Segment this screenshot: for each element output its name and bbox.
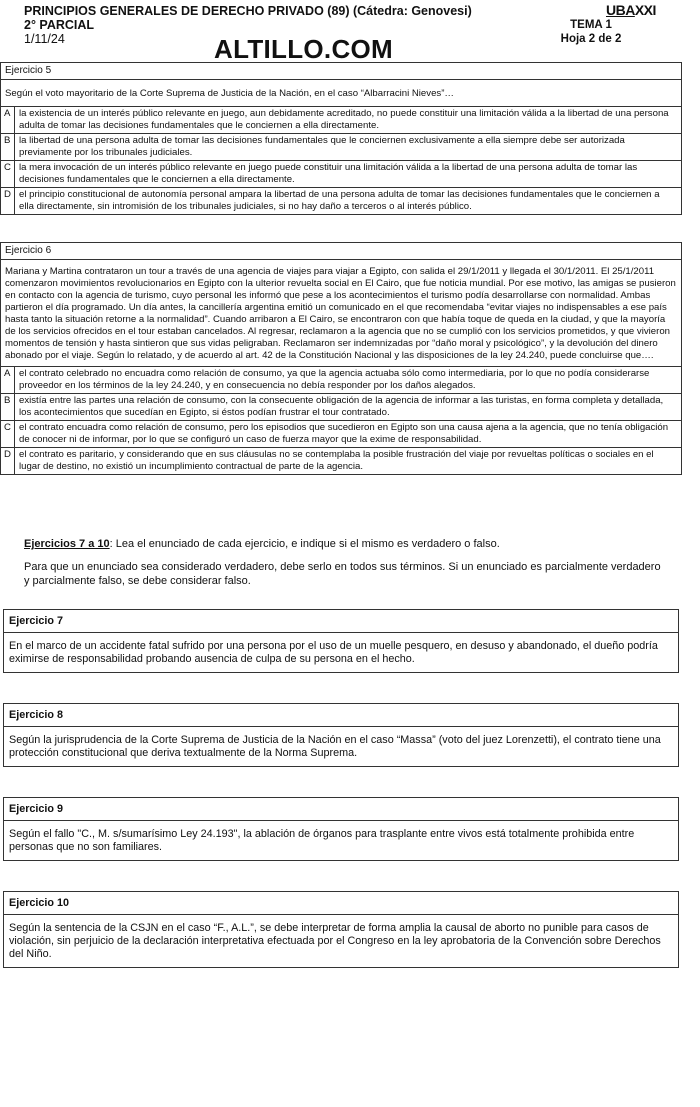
option-letter: B	[1, 134, 15, 161]
option-row[interactable]	[1, 367, 682, 394]
option-row[interactable]	[1, 134, 682, 161]
exercise-title: Ejercicio 9	[4, 798, 678, 821]
option-letter: C	[1, 161, 15, 188]
tema-label: TEMA 1	[570, 19, 612, 31]
option-text: la mera invocación de un interés público relevante en juego puede constituir una limitación válida a la libertad de una persona adulta de tomar las decisiones fundamentales que le conciernen a ella directamente.	[15, 161, 682, 188]
exercise-stem: Mariana y Martina contrataron un tour a través de una agencia de viajes para viajar a Egipto, con salida el 29/1/2011 y llegada el 30/1/2011. El 25/1/2011 comenzaron movimientos revolucionarios en Egipto con la ulterior revuelta social en El Cairo, que fue noticia mundial. Por ese motivo, las amigas se pusieron en contacto con la agencia de turismo, cuyo personal les informó que pese a los acontecimientos el turismo podía desarrollarse con normalidad. Ambas partieron el día programado. Un día antes, la cancillería argentina emitió un comunicado en el que recomendaba “evitar viajes no indispensables a ese país hasta tanto la situación retorne a la normalidad”. Cuando arribaron a El Cairo, se encontraron con que había toque de queda en la ciudad, y que la mayoría de los servicios ofrecidos en el tour estaban cancelados. Al regresar, reclamaron a la agencia que no se cumplió con los servicios prometidos, y que vivieron momentos de tensión y hasta sintieron que sus vidas peligraban. Reclamaron ser indemnizadas por “daño moral y psicológico”, y la devolución del dinero abonado por el viaje. Según lo relatado, y de acuerdo al art. 42 de la Constitución Nacional y las disposiciones de la ley 24.240, puede concluirse que….	[1, 260, 682, 367]
exercise-9	[3, 797, 679, 861]
option-text: el contrato encuadra como relación de consumo, pero los episodios que sucedieron en Egipto son una causa ajena a la agencia, que no tenía obligación de conocer ni de informar, por lo que se configuró un caso de fuerza mayor que la exime de responsabilidad.	[15, 421, 682, 448]
exercise-title: Ejercicio 6	[1, 243, 682, 260]
exercise-title: Ejercicio 7	[4, 610, 678, 633]
option-text: el principio constitucional de autonomía personal ampara la libertad de una persona adulta de tomar las decisiones fundamentales que le conciernen a ella directamente, sin intromisión de los tribunales judiciales, si no hay daño a terceros o al interés público.	[15, 188, 682, 215]
option-text: la existencia de un interés público relevante en juego, aun debidamente acreditado, no puede constituir una limitación válida a la libertad de una persona adulta de tomar las decisiones fundamentales que le conciernen a ella directamente.	[15, 107, 682, 134]
exercise-statement: Según el fallo "C., M. s/sumarísimo Ley 24.193", la ablación de órganos para trasplante entre vivos está totalmente prohibida entre personas que no son familiares.	[9, 828, 635, 853]
site-watermark: ALTILLO.COM	[214, 34, 394, 64]
option-row[interactable]	[1, 188, 682, 215]
option-row[interactable]	[1, 394, 682, 421]
exam-date: 1/11/24	[24, 32, 65, 46]
hoja-label: Hoja 2 de 2	[560, 33, 622, 45]
exercise-title: Ejercicio 5	[1, 63, 682, 80]
option-letter: A	[1, 107, 15, 134]
option-text: el contrato celebrado no encuadra como relación de consumo, ya que la agencia actuaba sólo como intermediaria, por lo que no podía considerarse proveedor en los términos de la ley 24.240, y en consecuencia no debía responder por los daños alegados.	[15, 367, 682, 394]
option-row[interactable]	[1, 421, 682, 448]
sheet-info	[556, 18, 626, 46]
exercise-5	[0, 62, 682, 215]
option-letter: C	[1, 421, 15, 448]
instructions-line-2: Para que un enunciado sea considerado verdadero, debe serlo en todos sus términos. Si un enunciado es parcialmente verdadero y parcialmente falso, se debe considerar falso.	[24, 561, 661, 587]
exercise-statement: Según la jurisprudencia de la Corte Suprema de Justicia de la Nación en el caso “Massa” (voto del juez Lorenzetti), el contrato tiene una protección constitucional que deriva textualmente de la Norma Suprema.	[9, 734, 661, 759]
option-text: el contrato es paritario, y considerando que en sus cláusulas no se contemplaba la posible frustración del viaje por revueltas políticas o sociales en el lugar de destino, no existió un incumplimiento contractual de parte de la agencia.	[15, 448, 682, 475]
exam-subtitle: 2° PARCIAL	[24, 18, 95, 32]
exercise-10	[3, 891, 679, 968]
instructions	[24, 537, 664, 588]
exercise-title: Ejercicio 8	[4, 704, 678, 727]
exercise-statement: Según la sentencia de la CSJN en el caso “F., A.L.”, se debe interpretar de forma amplia la causal de aborto no punible para casos de violación, sin perjuicio de la declaración interpretativa efectuada por el Congreso en la ley aprobatoria de la Convención sobre Derechos del Niño.	[9, 922, 661, 960]
exercise-stem: Según el voto mayoritario de la Corte Suprema de Justicia de la Nación, en el caso “Albarracini Nieves”…	[1, 80, 682, 107]
instructions-line-1: Ejercicios 7 a 10: Lea el enunciado de cada ejercicio, e indique si el mismo es verdadero o falso.	[24, 538, 500, 550]
option-letter: D	[1, 448, 15, 475]
exercise-title: Ejercicio 10	[4, 892, 678, 915]
option-letter: A	[1, 367, 15, 394]
exercise-7	[3, 609, 679, 673]
exercise-8	[3, 703, 679, 767]
option-text: existía entre las partes una relación de consumo, con la consecuente obligación de la agencia de informar a las turistas, en forma completa y detallada, los acontecimientos que sucedían en Egipto, si éstos podían frustrar el tour contratado.	[15, 394, 682, 421]
option-row[interactable]	[1, 107, 682, 134]
option-row[interactable]	[1, 448, 682, 475]
option-letter: D	[1, 188, 15, 215]
exercise-statement: En el marco de un accidente fatal sufrido por una persona por el uso de un muelle pesquero, en desuso y abandonado, el dueño podría eximirse de responsabilidad probando ausencia de culpa de su persona en el hecho.	[9, 640, 658, 665]
option-row[interactable]	[1, 161, 682, 188]
option-text: la libertad de una persona adulta de tomar las decisiones fundamentales que le conciernen exclusivamente a ella siempre debe ser autorizada previamente por los tribunales judiciales.	[15, 134, 682, 161]
exercise-6	[0, 242, 682, 475]
uba-logo: UBAXXI	[606, 2, 656, 18]
exam-title: PRINCIPIOS GENERALES DE DERECHO PRIVADO (89) (Cátedra: Genovesi)	[24, 4, 472, 18]
option-letter: B	[1, 394, 15, 421]
